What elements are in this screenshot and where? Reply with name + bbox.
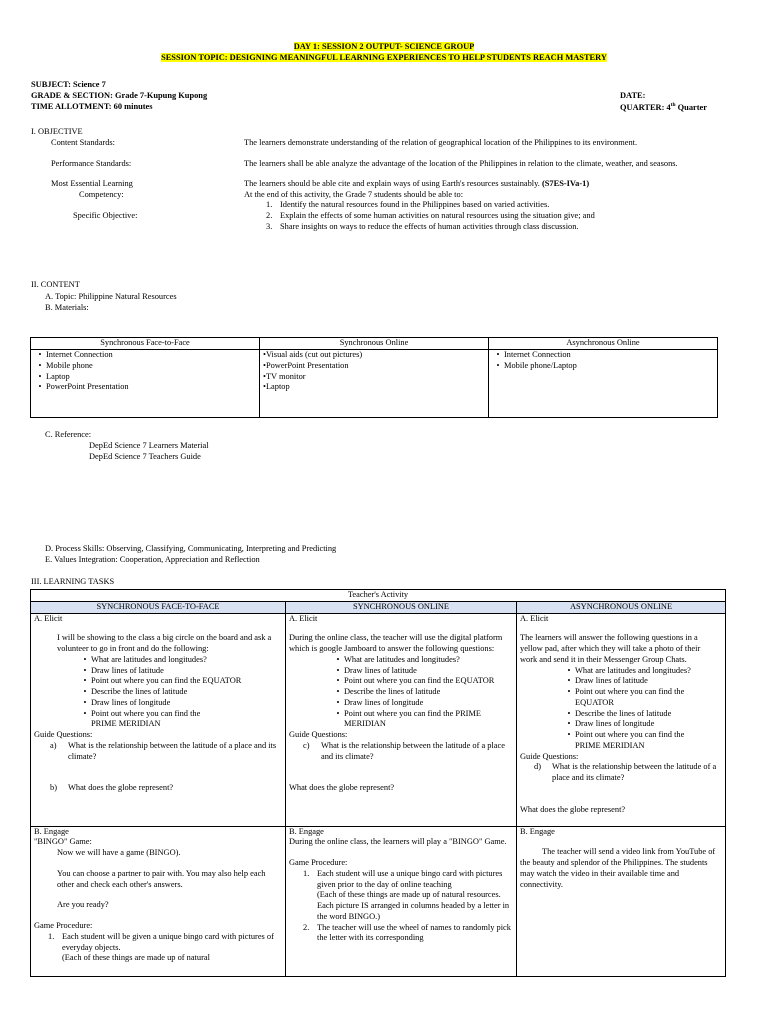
content-standards-text: The learners demonstrate understanding of the relation of geographical location of the Philippines to its environment.: [244, 138, 638, 147]
grade-line: GRADE & SECTION: Grade 7-Kupung Kupong: [31, 90, 208, 100]
materials-header-async: Asynchronous Online: [489, 338, 718, 350]
date-line: DATE:: [620, 91, 646, 100]
content-reference: C. Reference:: [45, 430, 92, 439]
list-item: • What are latitudes and longitudes?: [567, 665, 691, 675]
teacher-activity-header: Teacher's Activity: [31, 590, 726, 602]
content-materials: B. Materials:: [45, 303, 89, 312]
content-process-skills: D. Process Skills: Observing, Classifying, Communicating, Interpreting and Predicting: [45, 544, 337, 553]
list-item: 1. Each student will be given a unique bingo card with pictures of everyday objects.: [48, 931, 274, 952]
list-item: • Draw lines of longitude: [567, 719, 655, 729]
title-line-1: DAY 1: SESSION 2 OUTPUT- SCIENCE GROUP: [293, 42, 475, 51]
specific-item: 2. Explain the effects of some human activities on natural resources using the situation give; and: [266, 210, 595, 220]
content-values: E. Values Integration: Cooperation, Appreciation and Reflection: [45, 555, 260, 564]
content-standards-label: Content Standards:: [51, 138, 115, 147]
list-item: • Point out where you can find the PRIME MERIDIAN: [83, 708, 201, 729]
col-header-sync: SYNCHRONOUS ONLINE: [286, 601, 517, 613]
list-item: • Point out where you can find the EQUATOR: [336, 676, 495, 686]
title-line-2: SESSION TOPIC: DESIGNING MEANINGFUL LEARNING EXPERIENCES TO HELP STUDENTS REACH MASTERY: [161, 52, 607, 62]
list-item: • Draw lines of longitude: [336, 697, 424, 707]
reference-2: DepEd Science 7 Teachers Guide: [89, 452, 201, 461]
list-item: • Describe the lines of latitude: [567, 708, 672, 718]
list-item: • Draw lines of latitude: [336, 665, 417, 675]
materials-f2f-cell: [31, 350, 260, 418]
specific-item: 3. Share insights on ways to reduce the effects of human activities through class discussion.: [266, 221, 579, 231]
col-header-async: ASYNCHRONOUS ONLINE: [517, 601, 726, 613]
materials-header-sync: Synchronous Online: [260, 338, 489, 350]
elicit-async-cell: A. Elicit The learners will answer the following questions in a yellow pad, after which they will take a photo of their work and send it in their Messenger Group Chats. • What are latitudes and longitudes? • Draw lines of latitude • Point out where you can find the EQUATOR • Describe the lines of latitude • Draw lines of longitude • Point out where you can find the PRIME MERIDIAN Guide Questions: d) What is the relationship between the latitude of a place and its climate? What does the globe represent?: [517, 613, 726, 826]
elicit-label: A. Elicit: [34, 613, 63, 623]
title-block: [0, 42, 768, 64]
specific-objective-label: Specific Objective:: [73, 211, 138, 220]
specific-intro: At the end of this activity, the Grade 7 students should be able to:: [244, 190, 464, 199]
col-header-f2f: SYNCHRONOUS FACE-TO-FACE: [31, 601, 286, 613]
list-item: a) What is the relationship between the latitude of a place and its climate?: [50, 740, 277, 761]
engage-label: B. Engage: [34, 826, 69, 836]
list-item: 2. The teacher will use the wheel of names to randomly pick the letter with its corresponding: [303, 922, 511, 943]
info-right: [620, 91, 707, 113]
list-item: • Mobile phone: [38, 360, 93, 370]
reference-1: DepEd Science 7 Learners Material: [89, 441, 209, 450]
list-item: • Draw lines of latitude: [83, 665, 164, 675]
specific-objective-list: [266, 200, 756, 232]
list-item: b) What does the globe represent?: [50, 783, 174, 793]
melc-label-1: Most Essential Learning: [51, 179, 133, 188]
content-heading: II. CONTENT: [31, 280, 80, 289]
subject-line: SUBJECT: Science 7: [31, 80, 106, 89]
content-topic: A. Topic: Philippine Natural Resources: [45, 292, 177, 301]
list-item: • Mobile phone/Laptop: [496, 360, 577, 370]
engage-async-cell: B. Engage The teacher will send a video link from YouTube of the beauty and splendor of the Philippines. The students may watch the video in their available time and connectivity.: [517, 826, 726, 976]
learning-tasks-table: [30, 589, 726, 977]
quarter-line: QUARTER: 4th Quarter: [620, 101, 707, 112]
list-item: What does the globe represent?: [289, 783, 395, 793]
specific-item: 1. Identify the natural resources found in the Philippines based on varied activities.: [266, 200, 550, 209]
list-item: • Internet Connection: [38, 350, 113, 359]
elicit-sync-cell: A. Elicit During the online class, the teacher will use the digital platform which is google Jamboard to answer the following questions: • What are latitudes and longitudes? • Draw lines of latitude • Point out where you can find the EQUATOR • Describe the lines of latitude • Draw lines of longitude • Point out where you can find the PRIME MERIDIAN Guide Questions: c) What is the relationship between the latitude of a place and its climate? What does the globe represent?: [286, 613, 517, 826]
list-item: •PowerPoint Presentation: [263, 360, 349, 370]
list-item: • Point out where you can find the PRIME MERIDIAN: [336, 708, 482, 729]
list-item: • Point out where you can find the EQUATOR: [83, 676, 242, 686]
materials-async-cell: [489, 350, 718, 418]
time-line: TIME ALLOTMENT: 60 minutes: [31, 101, 153, 111]
list-item: • What are latitudes and longitudes?: [336, 654, 460, 664]
list-item: • PowerPoint Presentation: [38, 382, 129, 392]
list-item: • Point out where you can find the EQUATOR: [567, 687, 685, 707]
list-item: 1. Each student will use a unique bingo card with pictures given prior to the day of online teaching: [303, 868, 503, 889]
learning-tasks-heading: III. LEARNING TASKS: [31, 577, 115, 586]
objective-heading: I. OBJECTIVE: [31, 127, 83, 136]
melc-text: The learners should be able cite and explain ways of using Earth's resources sustainably. (S7ES-IVa-1): [244, 179, 590, 188]
materials-header-f2f: Synchronous Face-to-Face: [31, 338, 260, 350]
elicit-f2f-cell: A. Elicit I will be showing to the class a big circle on the board and ask a volunteer to go in front and do the following: • What are latitudes and longitudes? • Draw lines of latitude • Point out where you can find the EQUATOR • Describe the lines of latitude • Draw lines of longitude • Point out where you can find the PRIME MERIDIAN Guide Questions: a) What is the relationship between the latitude of a place and its climate? b) What does the globe represent?: [31, 613, 286, 826]
engage-sync-cell: B. Engage During the online class, the learners will play a "BINGO" Game. Game Procedure: 1. Each student will use a unique bingo card with pictures given prior to the day of online teaching (Each of these things are made up of natural resources. Each picture IS arranged in columns headed by a letter in the word BINGO.) 2. The teacher will use the wheel of names to randomly pick the letter with its corresponding: [286, 826, 517, 976]
list-item: c) What is the relationship between the latitude of a place and its climate?: [303, 740, 505, 761]
melc-label-2: Competency:: [79, 190, 124, 199]
materials-sync-cell: [260, 350, 489, 418]
list-item: • Describe the lines of latitude: [336, 687, 441, 696]
list-item: • Draw lines of latitude: [567, 676, 648, 686]
list-item: • Describe the lines of latitude: [83, 687, 188, 696]
guide-questions-label: Guide Questions:: [34, 730, 93, 739]
list-item: • Laptop: [38, 371, 70, 381]
melc-code: (S7ES-IVa-1): [541, 179, 590, 188]
list-item: • What are latitudes and longitudes?: [83, 654, 207, 664]
list-item: •TV monitor: [263, 371, 306, 381]
list-item: d) What is the relationship between the latitude of a place and its climate?: [534, 762, 717, 782]
list-item: •Laptop: [263, 382, 290, 392]
list-item: • Internet Connection: [496, 350, 571, 359]
performance-standards-text: The learners shall be able analyze the advantage of the location of the Philippines in relation to the climate, weather, and seasons.: [244, 159, 678, 168]
list-item: What does the globe represent?: [520, 804, 626, 814]
performance-standards-label: Performance Standards:: [51, 159, 132, 168]
info-left: [31, 80, 207, 112]
list-item: • Draw lines of longitude: [83, 697, 171, 707]
engage-f2f-cell: B. Engage "BINGO" Game: Now we will have a game (BINGO). You can choose a partner to pair with. You may also help each other and check each other's answers. Are you ready? Game Procedure: 1. Each student will be given a unique bingo card with pictures of everyday objects. (Each of these things are made up of natural: [31, 826, 286, 976]
list-item: •Visual aids (cut out pictures): [263, 350, 363, 359]
materials-table: [30, 337, 718, 418]
list-item: • Point out where you can find the PRIME MERIDIAN: [567, 730, 685, 750]
